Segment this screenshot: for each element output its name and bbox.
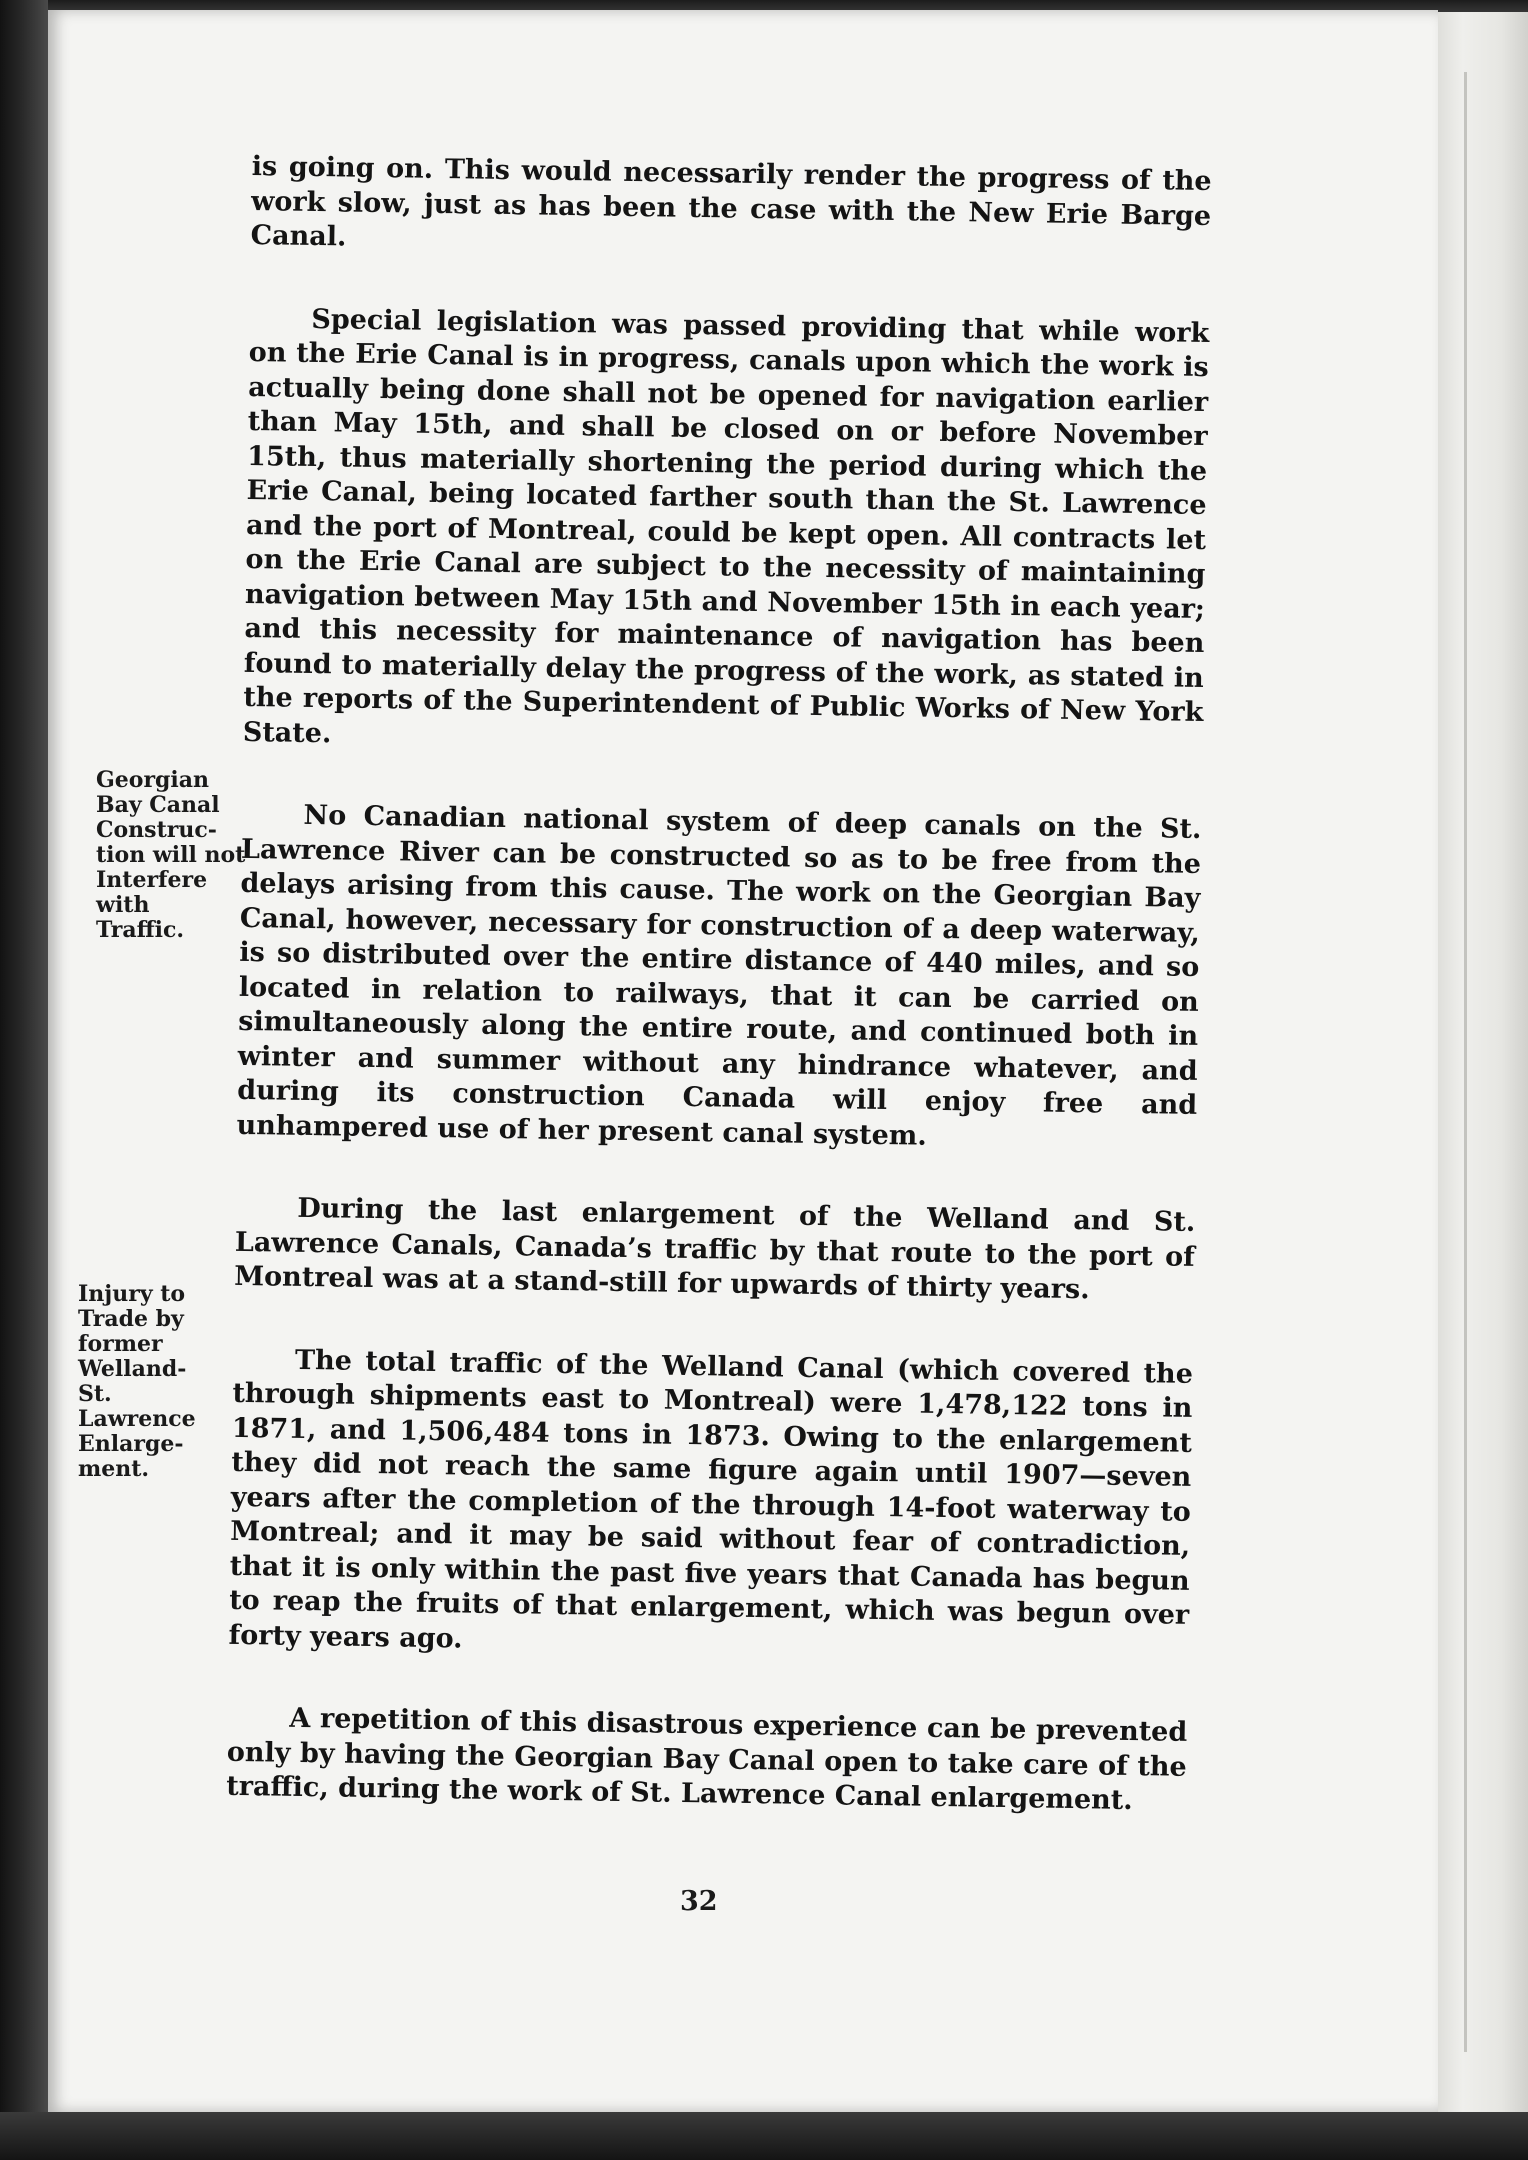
page-edge-line bbox=[1464, 72, 1467, 2052]
margin-note-georgian-bay: Georgian Bay Canal Construc- tion will not Interfere with Traffic. bbox=[96, 767, 246, 943]
paragraph-no-canadian-system: No Canadian national system of deep canals on the St. Lawrence River can be constructed so as to be free from the delays arising from this cause. The work on the Georgian Bay Canal, however, necessary for construction of a deep waterway, is so distributed over the entire distance of 440 miles, and so located in relation to railways, that it can be carried on simultaneously along the entire route, and continued both in winter and summer without any hindrance whatever, and during its construction Canada will enjoy free and unhampered use of her present canal system. bbox=[236, 799, 1202, 1152]
paragraph-special-legislation: Special legislation was passed providing that while work on the Erie Canal is in progress, canals upon which the work is actually being done shall not be opened for navigation earlier than May 15th, and shall be closed on or before November 15th, thus materially shortening the period during which the Erie Canal, being located farther south than the St. Lawrence and the port of Montreal, could be kept open. All contracts let on the Erie Canal are subject to the necessity of maintaining navigation between May 15th and November 15th in each year; and this necessity for maintenance of navigation has been found to materially delay the progress of the work, as stated in the reports of the Superintendent of Public Works of New York State. bbox=[242, 303, 1210, 749]
paragraph-last-enlargement: During the last enlargement of the Welland and St. Lawrence Canals, Canada’s traffic by that route to the port of Montreal was at a stand-still for upwards of thirty years. bbox=[234, 1192, 1196, 1306]
margin-note-injury-to-trade: Injury to Trade by former Welland- St. Lawrence Enlarge- ment. bbox=[78, 1281, 196, 1482]
page-number: 32 bbox=[680, 1886, 718, 1917]
paragraph-total-traffic: The total traffic of the Welland Canal (which covered the through shipments east to Montreal) were 1,478,122 tons in 1871, and 1,506,484 tons in 1873. Owing to the enlargement they did not reach the same figure again until 1907—seven years after the completion of the through 14-foot waterway to Montreal; and it may be said without fear of contradiction, that it is only within the past five years that Canada has begun to reap the fruits of that enlargement, which was begun over forty years ago. bbox=[228, 1344, 1194, 1654]
book-binding-shadow bbox=[0, 0, 48, 2160]
paragraph-continuation: is going on. This would necessarily render the progress of the work slow, just as has been the case with the New Erie Barge Canal. bbox=[250, 150, 1212, 253]
scan-bottom-border bbox=[0, 2112, 1528, 2160]
next-page-edge bbox=[1432, 12, 1528, 2112]
body-text bbox=[225, 150, 1212, 1867]
paragraph-repetition: A repetition of this disastrous experience can be prevented only by having the Georgian Bay Canal open to take care of the traffic, during the work of St. Lawrence Canal enlargement. bbox=[226, 1702, 1188, 1817]
